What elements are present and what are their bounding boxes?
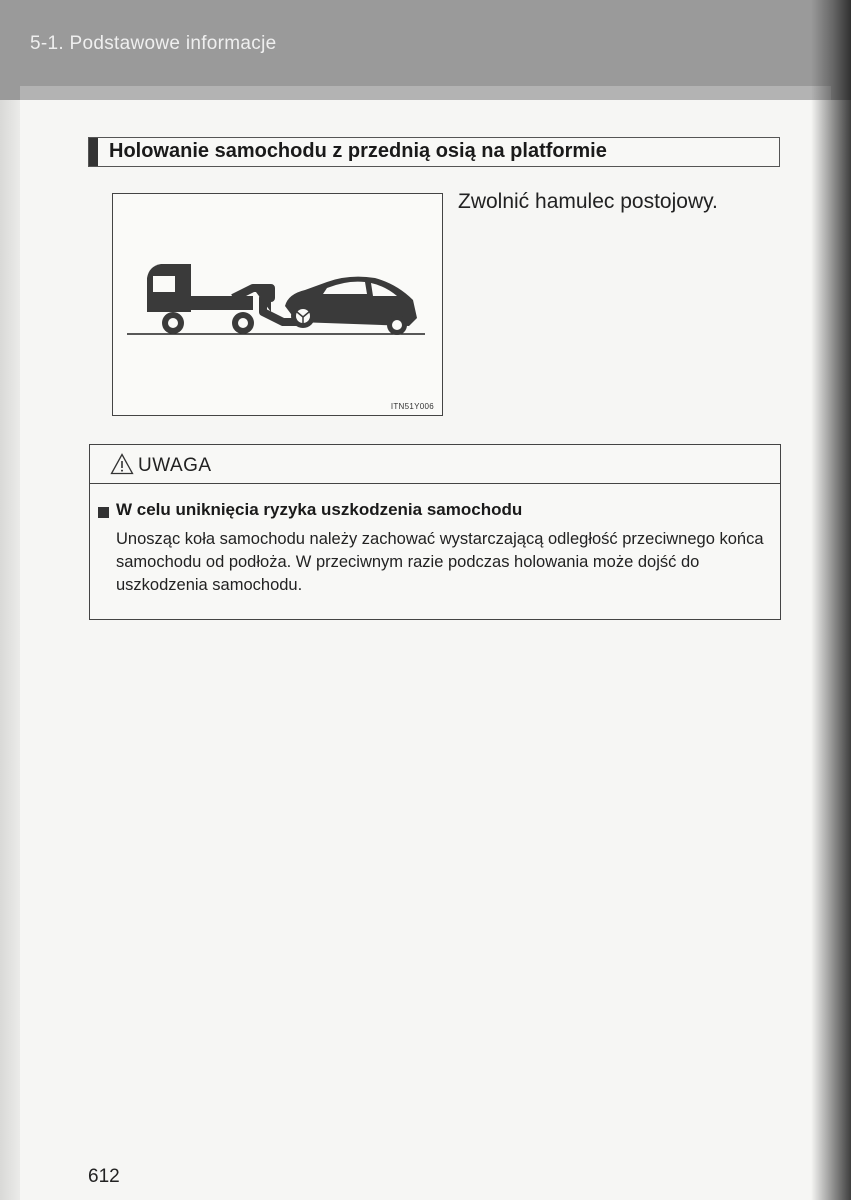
warning-title: UWAGA bbox=[138, 455, 212, 476]
figure-code: ITN51Y006 bbox=[390, 402, 434, 411]
page-number: 612 bbox=[88, 1166, 120, 1187]
warning-triangle-icon bbox=[110, 453, 134, 475]
warning-body: Unosząc koła samochodu należy zachować wystarczającą odległość przeciwnego końca samochodu od podłoża. W przeciwnym razie podczas holowania może dojść do uszkodzenia samochodu. bbox=[116, 530, 764, 594]
section-title: Holowanie samochodu z przednią osią na platformie bbox=[109, 140, 607, 162]
chapter-header-label: 5-1. Podstawowe informacje bbox=[30, 33, 277, 54]
header-underline bbox=[20, 86, 831, 100]
figure-box bbox=[112, 193, 443, 416]
left-margin-strip bbox=[0, 0, 20, 1200]
chapter-header-bar bbox=[0, 0, 851, 100]
warning-subtitle: W celu uniknięcia ryzyka uszkodzenia samochodu bbox=[116, 500, 523, 519]
instruction-text: Zwolnić hamulec postojowy. bbox=[458, 190, 718, 213]
section-title-box bbox=[88, 137, 780, 167]
warning-header bbox=[90, 445, 780, 484]
section-marker bbox=[89, 138, 98, 166]
warning-box bbox=[89, 444, 781, 620]
binding-shadow bbox=[811, 0, 851, 1200]
tow-truck-illustration-icon bbox=[113, 194, 442, 415]
bullet-square-icon bbox=[98, 507, 109, 518]
